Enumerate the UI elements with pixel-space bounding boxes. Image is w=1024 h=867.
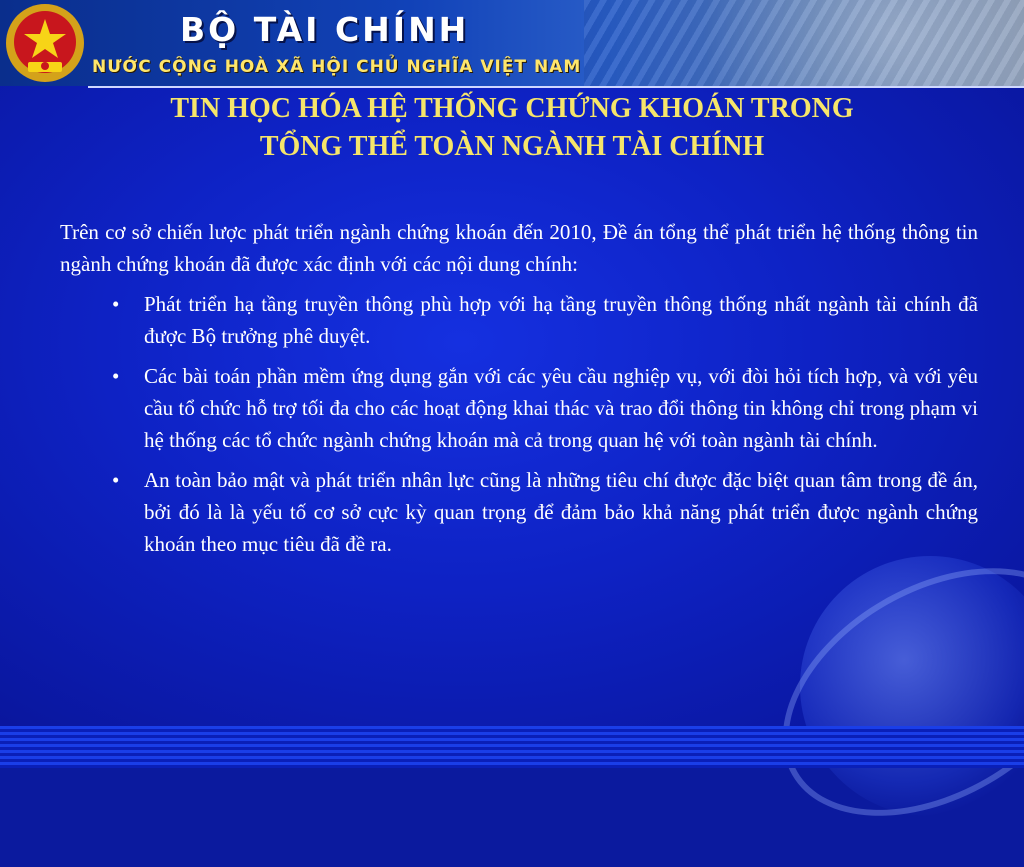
title-line-2: TỔNG THỂ TOÀN NGÀNH TÀI CHÍNH: [259, 131, 765, 162]
org-name: BỘ TÀI CHÍNH: [180, 10, 470, 49]
bullet-icon: •: [112, 364, 120, 388]
footer-stripes: [0, 726, 1024, 768]
bullet-item: [60, 360, 978, 456]
bullet-text: Phát triển hạ tầng truyền thông phù hợp với hạ tầng truyền thông thống nhất ngành tài chính đã được Bộ trưởng phê duyệt.: [144, 292, 978, 348]
country-name: NƯỚC CỘNG HOÀ XÃ HỘI CHỦ NGHĨA VIỆT NAM: [92, 57, 582, 77]
header-banner: [0, 0, 1024, 86]
intro-paragraph: Trên cơ sở chiến lược phát triển ngành chứng khoán đến 2010, Đề án tổng thể phát triển hệ thống thông tin ngành chứng khoán đã được xác định với các nội dung chính:: [60, 220, 978, 276]
national-emblem-icon: [4, 2, 86, 84]
bullet-icon: •: [112, 468, 120, 492]
slide-title: [60, 90, 964, 166]
bullet-text: An toàn bảo mật và phát triển nhân lực cũng là những tiêu chí được đặc biệt quan tâm trong đề án, bởi đó là là yếu tố cơ sở cực kỳ quan trọng để đảm bảo khả năng phát triển được ngành chứng khoán theo mục tiêu đã đề ra.: [144, 468, 978, 556]
header-divider: [88, 86, 1024, 88]
bullet-icon: •: [112, 292, 120, 316]
bullet-item: [60, 288, 978, 352]
bullet-list: [60, 288, 978, 560]
title-line-1: TIN HỌC HÓA HỆ THỐNG CHỨNG KHOÁN TRONG: [170, 93, 854, 124]
bullet-item: [60, 464, 978, 560]
header-decoration: [584, 0, 1024, 86]
slide-content: [60, 216, 978, 568]
bullet-text: Các bài toán phần mềm ứng dụng gắn với các yêu cầu nghiệp vụ, với đòi hỏi tích hợp, và với yêu cầu tổ chức hỗ trợ tối đa cho các hoạt động khai thác và trao đổi thông tin không chỉ trong phạm vi hệ thống các tổ chức ngành chứng khoán mà cả trong quan hệ với toàn ngành tài chính.: [144, 364, 978, 452]
